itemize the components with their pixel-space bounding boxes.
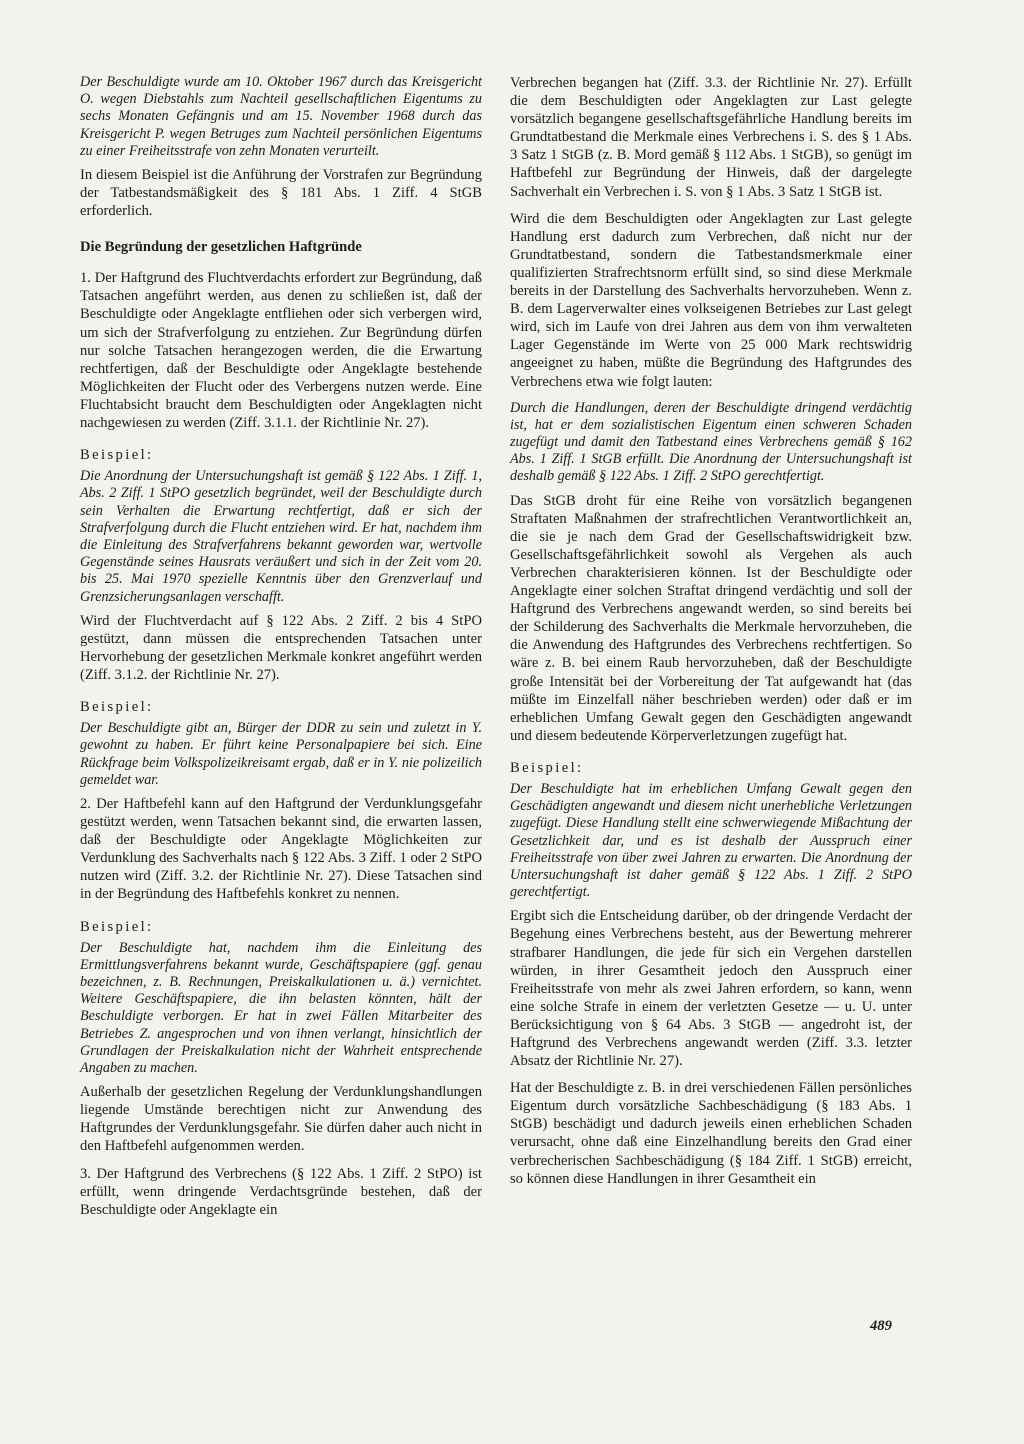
example-label: Beispiel: [510,759,584,776]
italic-example-property: Durch die Handlungen, deren der Beschuldigte dringend verdächtig ist, hat er dem sozialistischen Eigentum einen schweren Schaden zugefügt und damit den Tatbestand eines Verbrechens gemäß § 162 Abs. 1 Ziff. 1 StGB erfüllt. Die Anordnung der Untersuchungshaft ist deshalb gemäß § 122 Abs. 1 Ziff. 2 StPO gerechtfertigt. [510,399,912,485]
paragraph-obstruction-limits: Außerhalb der gesetzlichen Regelung der Verdunklungshandlungen liegende Umstände berechtigen nicht zur Anwendung des Haftgrundes der Verdunklungsgefahr. Sie dürfen daher auch nicht in den Haftbefehl aufgenommen werden. [80,1084,482,1155]
paragraph-flight-risk-2: Wird der Fluchtverdacht auf § 122 Abs. 2 Ziff. 2 bis 4 StPO gestützt, dann müssen die entsprechenden Tatsachen unter Hervorhebung der gesetzlichen Merkmale konkret angeführt werden (Ziff. 3.1.2. der Richtlinie Nr. 27). [80,612,482,684]
paragraph-gravity: Das StGB droht für eine Reihe von vorsätzlich begangenen Straftaten Maßnahmen der strafrechtlichen Verantwortlichkeit an, die sie je nach dem Grad der Gesellschaftswidrigkeit bzw. Gesellschaftsgefährlichkeit sowohl als Vergehen als auch Verbrechen charakterisieren können. Ist der Beschuldigte oder Angeklagte einer solchen Straftat dringend verdächtig und soll der Haftgrund des Verbrechens angewandt werden, so sind bereits bei der Schilderung des Sachverhalts die Merkmale hervorzuheben, die die Anwendung des Haftgrundes des Verbrechens rechtfertigen. So wäre z. B. bei einem Raub hervorzuheben, daß der Beschuldigte große Intensität bei der Vorbereitung der Tat aufgewandt hat (das müßte im Einzelfall näher beschrieben werden) oder daß er im erheblichen Umfang Gewalt gegen den Geschädigten angewandt und diesem bedeutende Körperverletzungen zugefügt hat. [510,492,912,744]
paragraph-multiple-acts: Ergibt sich die Entscheidung darüber, ob der dringende Verdacht der Begehung eines Verbrechens besteht, aus der Bewertung mehrerer strafbarer Handlungen, die jede für sich ein Vergehen darstellen würden, in ihrer Gesamtheit jedoch den Ausspruch einer Freiheitsstrafe von mehr als zwei Jahren erfordern, so kann, wenn eine solche Strafe in einem der verletzten Gesetze — u. U. unter Berücksichtigung von § 64 Abs. 3 StGB — angedroht ist, der Haftgrund des Verbrechens angewandt werden (Ziff. 3.3. letzter Absatz der Richtlinie Nr. 27). [510,908,912,1070]
paragraph-prior-convictions: In diesem Beispiel ist die Anführung der Vorstrafen zur Begründung der Tatbestandsmäßigkeit des § 181 Abs. 1 Ziff. 4 StGB erforderlich. [80,167,482,220]
left-column [80,74,482,1228]
italic-example-prior-convictions: Der Beschuldigte wurde am 10. Oktober 1967 durch das Kreisgericht O. wegen Diebstahls zum Nachteil gesellschaftlichen Eigentums zu sechs Monaten Gefängnis und am 15. November 1968 durch das Kreisgericht P. wegen Betruges zum Nachteil persönlichen Eigentums zu einer Freiheitsstrafe von zehn Monaten verurteilt. [80,74,482,159]
paragraph-crime-ground: 3. Der Haftgrund des Verbrechens (§ 122 Abs. 1 Ziff. 2 StPO) ist erfüllt, wenn dringende Verdachtsgründe bestehen, daß der Beschuldigte oder Angeklagte ein [80,1165,482,1218]
paragraph-crime-continued: Verbrechen begangen hat (Ziff. 3.3. der Richtlinie Nr. 27). Erfüllt die dem Beschuldigten oder Angeklagten zur Last gelegte vorsätzlich begangene gesellschaftsgefährliche Handlung bereits im Grundtatbestand die Merkmale eines Verbrechens i. S. des § 1 Abs. 3 Satz 1 StGB (z. B. Mord gemäß § 112 Abs. 1 StGB), so genügt im Haftbefehl zur Begründung der Hinweis, daß der dargelegte Sachverhalt ein Verbrechen i. S. von § 1 Abs. 3 Satz 1 StGB ist. [510,75,912,200]
paragraph-obstruction: 2. Der Haftbefehl kann auf den Haftgrund der Verdunklungsgefahr gestützt werden, wenn Tatsachen bekannt sind, die erwarten lassen, daß der Beschuldigte oder Angeklagte Möglichkeiten zur Verdunklung des Sachverhalts nach § 122 Abs. 3 Ziff. 1 oder 2 StPO nutzen wird (Ziff. 3.2. der Richtlinie Nr. 27). Diese Tatsachen sind in der Begründung des Haftbefehls konkret zu nennen. [80,795,482,903]
italic-example-identity: Der Beschuldigte gibt an, Bürger der DDR zu sein und zuletzt in Y. gewohnt zu haben. Er führt keine Personalpapiere bei sich. Eine Rückfrage beim Volkspolizeikreisamt ergab, daß er in Y. nie polizeilich gemeldet war. [80,720,482,788]
right-column [510,74,912,1197]
italic-example-violence: Der Beschuldigte hat im erheblichen Umfang Gewalt gegen den Geschädigten angewandt und diesem nicht unerhebliche Verletzungen zugefügt. Diese Handlung stellt eine schwerwiegende Mißachtung der Gesetzlichkeit dar, und es ist deshalb der Ausspruch einer Freiheitsstrafe von über zwei Jahren zu erwarten. Die Anordnung der Untersuchungshaft ist daher gemäß § 122 Abs. 1 Ziff. 2 StPO gerechtfertigt. [510,780,912,901]
paragraph-qualified-norm: Wird die dem Beschuldigten oder Angeklagten zur Last gelegte Handlung erst dadurch zum Verbrechen, daß nicht nur der Grundtatbestand, sondern die Tatbestandsmerkmale einer qualifizierten Strafrechtsnorm erfüllt sind, so sind diese Merkmale bereits in der Darstellung des Sachverhalts hervorzuheben. Wenn z. B. dem Lagerverwalter eines volkseigenen Betriebes zur Last gelegt wird, sich im Laufe von drei Jahren aus dem von ihm verwalteten Lager Gegenstände im Werte von 25 000 Mark rechtswidrig angeeignet zu haben, müßte die Begründung des Haftgrundes des Verbrechens etwa wie folgt lauten: [510,210,912,390]
italic-example-flight: Die Anordnung der Untersuchungshaft ist gemäß § 122 Abs. 1 Ziff. 1, Abs. 2 Ziff. 1 StPO gesetzlich begründet, weil der Beschuldigte durch sein Verhalten die Erwartung rechtfertigt, daß er sich der Strafverfolgung durch die Flucht entziehen wird. Er hat, nachdem ihm die Einleitung des Strafverfahrens bekannt geworden war, wertvolle Gegenstände seines Hausrats veräußert und sich in der Zeit vom 20. bis 25. Mai 1970 spezielle Kenntnis über den Grenzverlauf und Grenzsicherungsanlagen verschafft. [80,468,482,605]
example-label: Beispiel: [80,447,154,464]
paragraph-property-damage: Hat der Beschuldigte z. B. in drei verschiedenen Fällen persönliches Eigentum durch vorsätzliche Sachbeschädigung (§ 183 Abs. 1 StGB) beschädigt und dadurch jeweils einen erheblichen Schaden verursacht, ohne daß eine Einzelhandlung bereits den Grad einer verbrecherischen Sachbeschädigung (§ 184 Ziff. 1 StGB) erreicht, so können diese Handlungen in ihrer Gesamtheit ein [510,1080,912,1187]
example-label: Beispiel: [80,918,154,935]
section-heading: Die Begründung der gesetzlichen Haftgründe [80,239,362,256]
example-label: Beispiel: [80,699,154,716]
page-number: 489 [870,1318,892,1334]
paragraph-flight-risk: 1. Der Haftgrund des Fluchtverdachts erfordert zur Begründung, daß Tatsachen angeführt werden, aus denen zu schließen ist, daß der Beschuldigte oder Angeklagte entfliehen oder sich verbergen wird, um sich der Strafverfolgung zu entziehen. Zur Begründung dürfen nur solche Tatsachen herangezogen werden, die die Erwartung rechtfertigen, daß der Beschuldigte oder Angeklagte bestehende Möglichkeiten der Flucht oder des Verbergens nutzen werde. Eine Fluchtabsicht braucht dem Beschuldigten oder Angeklagten nicht nachgewiesen zu werden (Ziff. 3.1.1. der Richtlinie Nr. 27). [80,270,482,432]
italic-example-obstruction: Der Beschuldigte hat, nachdem ihm die Einleitung des Ermittlungsverfahrens bekannt wurde, Geschäftspapiere (ggf. genau bezeichnen, z. B. Rechnungen, Preiskalkulationen u. ä.) vernichtet. Weitere Geschäftspapiere, die ihn belasten könnten, hält der Beschuldigte verborgen. Er hat in zwei Fällen Mitarbeiter des Betriebes Z. angesprochen und von ihnen verlangt, hinsichtlich der Grundlagen der Preiskalkulation nicht der Wahrheit entsprechende Angaben zu machen. [80,939,482,1076]
